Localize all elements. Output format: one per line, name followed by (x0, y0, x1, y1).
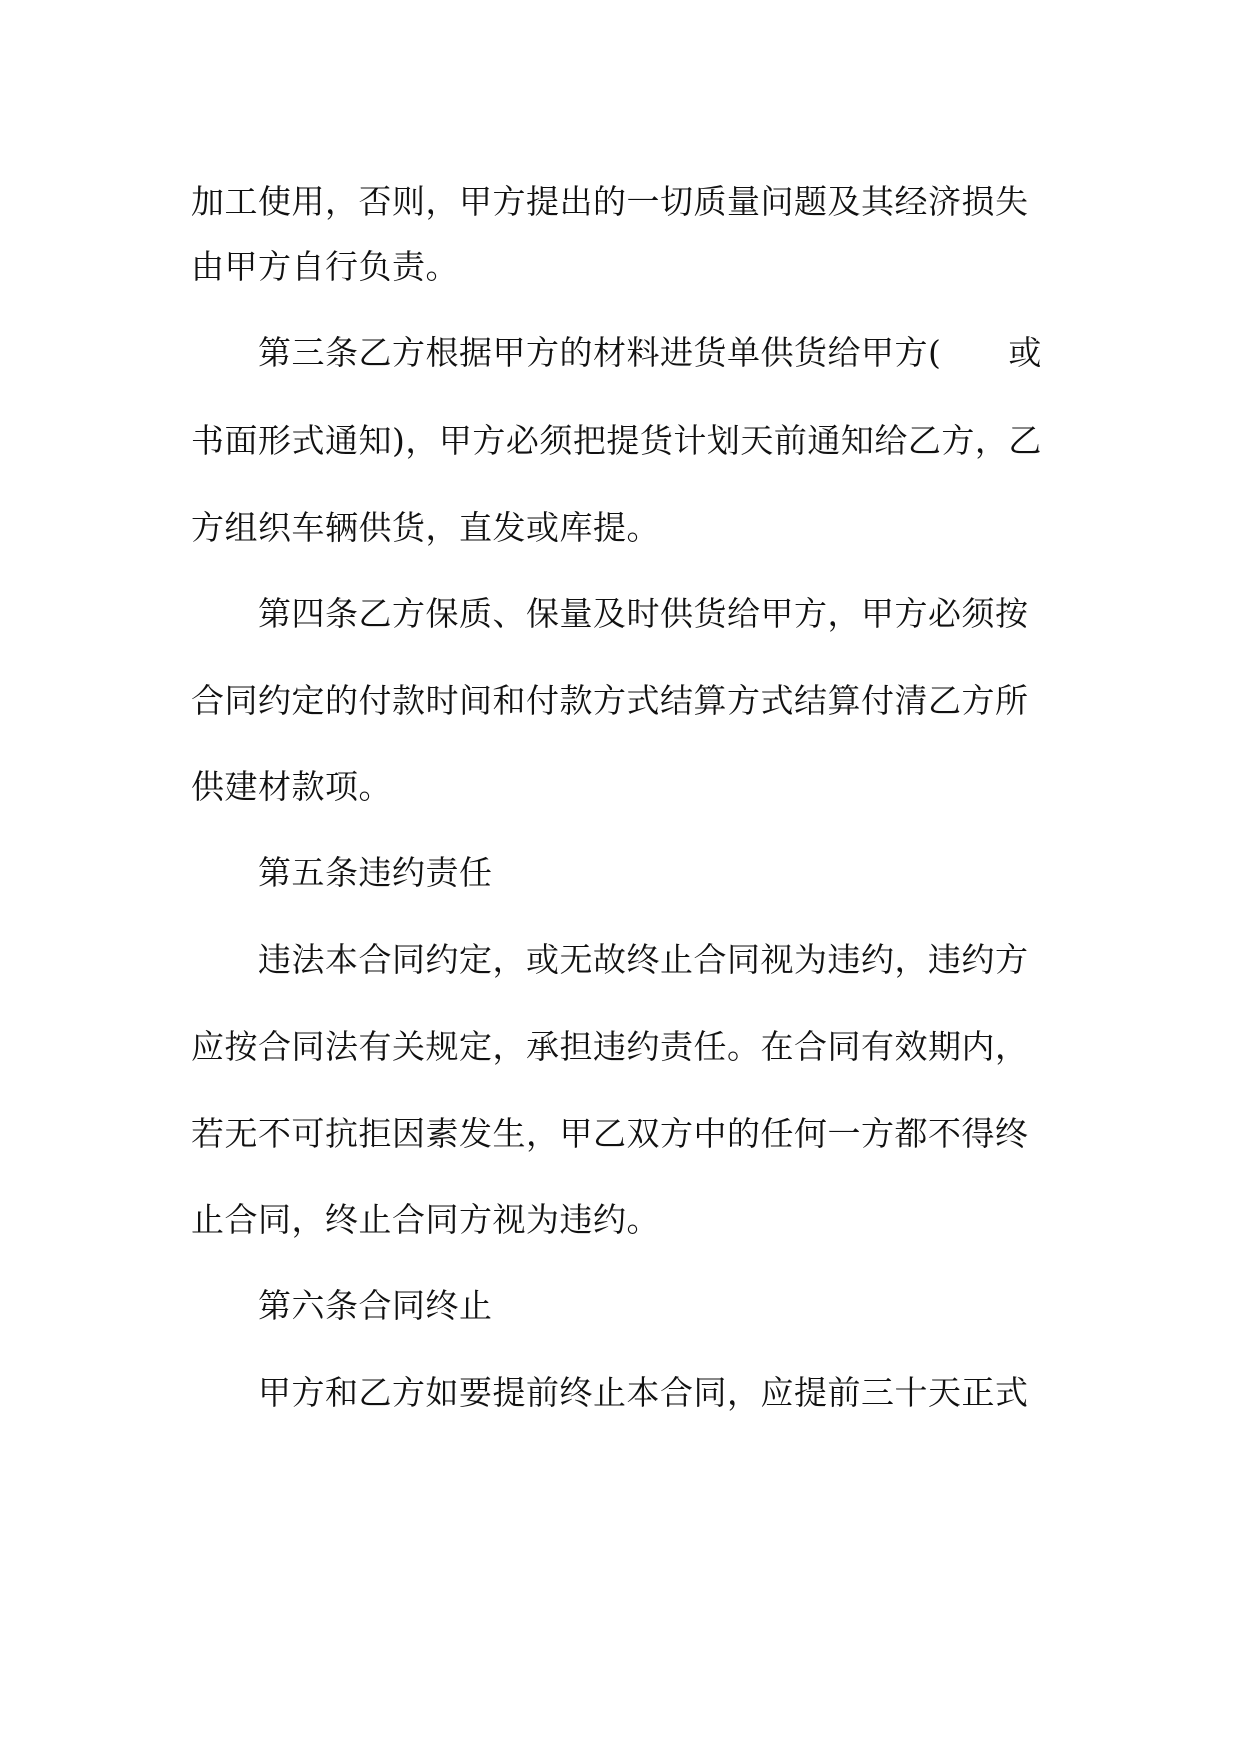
paragraph-line: 第三条乙方根据甲方的材料进货单供货给甲方( 或 (258, 333, 1042, 372)
paragraph-line: 合同约定的付款时间和付款方式结算方式结算付清乙方所 (191, 681, 1029, 720)
paragraph-line: 方组织车辆供货，直发或库提。 (191, 508, 660, 547)
section-heading: 第五条违约责任 (258, 853, 493, 892)
paragraph-line: 第四条乙方保质、保量及时供货给甲方，甲方必须按 (258, 594, 1029, 633)
section-heading: 第六条合同终止 (258, 1286, 493, 1325)
paragraph-line: 由甲方自行负责。 (191, 247, 459, 286)
paragraph-line: 止合同，终止合同方视为违约。 (191, 1200, 660, 1239)
paragraph-line: 书面形式通知)，甲方必须把提货计划天前通知给乙方，乙 (191, 421, 1042, 460)
paragraph-line: 甲方和乙方如要提前终止本合同，应提前三十天正式 (258, 1373, 1029, 1412)
paragraph-line: 供建材款项。 (191, 767, 392, 806)
paragraph-line: 应按合同法有关规定，承担违约责任。在合同有效期内， (191, 1027, 1029, 1066)
paragraph-line: 违法本合同约定，或无故终止合同视为违约，违约方 (258, 940, 1029, 979)
paragraph-line: 加工使用，否则，甲方提出的一切质量问题及其经济损失 (191, 182, 1029, 221)
paragraph-line: 若无不可抗拒因素发生，甲乙双方中的任何一方都不得终 (191, 1114, 1029, 1153)
